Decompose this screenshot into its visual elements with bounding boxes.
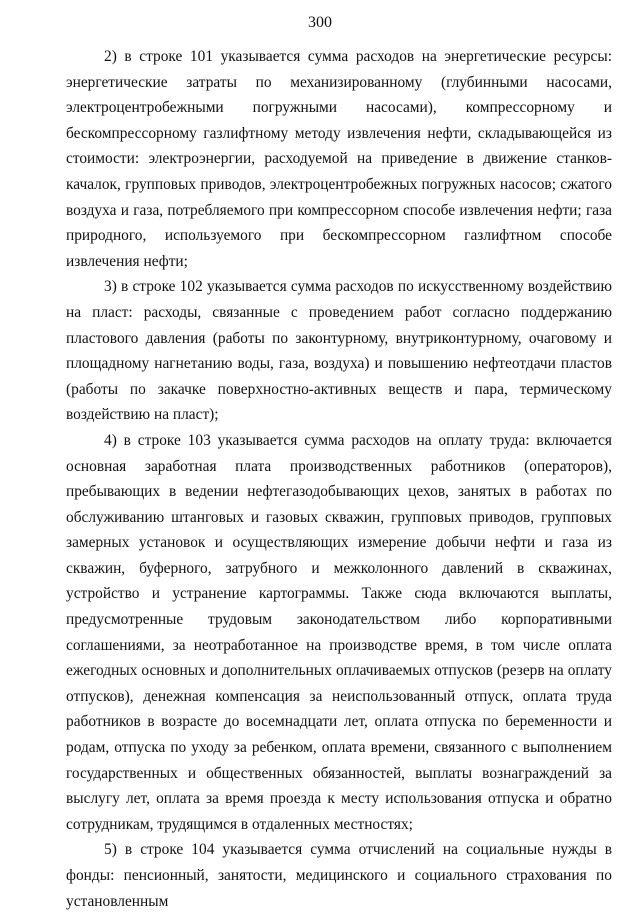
document-body [66, 44, 612, 914]
paragraph-line-102: 3) в строке 102 указывается сумма расходов по искусственному воздействию на пласт: расходы, связанные с проведением работ согласно поддержанию пластового давления (работы по законтурному, внутриконтурному, очаговому и площадному нагнетанию воды, газа, воздуха) и повышению нефтеотдачи пластов (работы по закачке поверхностно-активных веществ и пара, термическому воздействию на пласт); [66, 278, 612, 424]
paragraph-line-101: 2) в строке 101 указывается сумма расходов на энергетические ресурсы: энергетические затраты по механизированному (глубинными насосами, электроцентробежными погружными насосами), компрессорному и бескомпрессорному газлифтному методу извлечения нефти, складывающейся из стоимости: электроэнергии, расходуемой на приведение в движение станков-качалок, групповых приводов, электроцентробежных погружных насосов; сжатого воздуха и газа, потребляемого при компрессорном способе извлечения нефти; газа природного, используемого при бескомпрессорном газлифтном способе извлечения нефти; [66, 48, 612, 270]
page-number: 300 [308, 14, 332, 31]
paragraph-line-103: 4) в строке 103 указывается сумма расходов на оплату труда: включается основная заработная плата производственных работников (операторов), пребывающих в ведении нефтегазодобывающих цехов, занятых в работах по обслуживанию штанговых и газовых скважин, групповых приводов, групповых замерных установок и осуществляющих измерение добычи нефти и газа из скважин, буферного, затрубного и межколонного давлений в скважинах, устройство и устранение картограммы. Также сюда включаются выплаты, предусмотренные трудовым законодательством либо корпоративными соглашениями, за неотработанное на производстве время, в том числе оплата ежегодных основных и дополнительных оплачиваемых отпусков (резерв на оплату отпусков), денежная компенсация за неиспользованный отпуск, оплата труда работников в возрасте до восемнадцати лет, оплата отпуска по беременности и родам, отпуска по уходу за ребенком, оплата времени, связанного с выполнением государственных и общественных обязанностей, выплаты вознаграждений за выслугу лет, оплата за время проезда к месту использования отпуска и обратно сотрудникам, трудящимся в отдаленных местностях; [66, 431, 612, 833]
paragraph-line-104: 5) в строке 104 указывается сумма отчислений на социальные нужды в фонды: пенсионный, занятости, медицинского и социального страхования по установленным [66, 841, 612, 910]
